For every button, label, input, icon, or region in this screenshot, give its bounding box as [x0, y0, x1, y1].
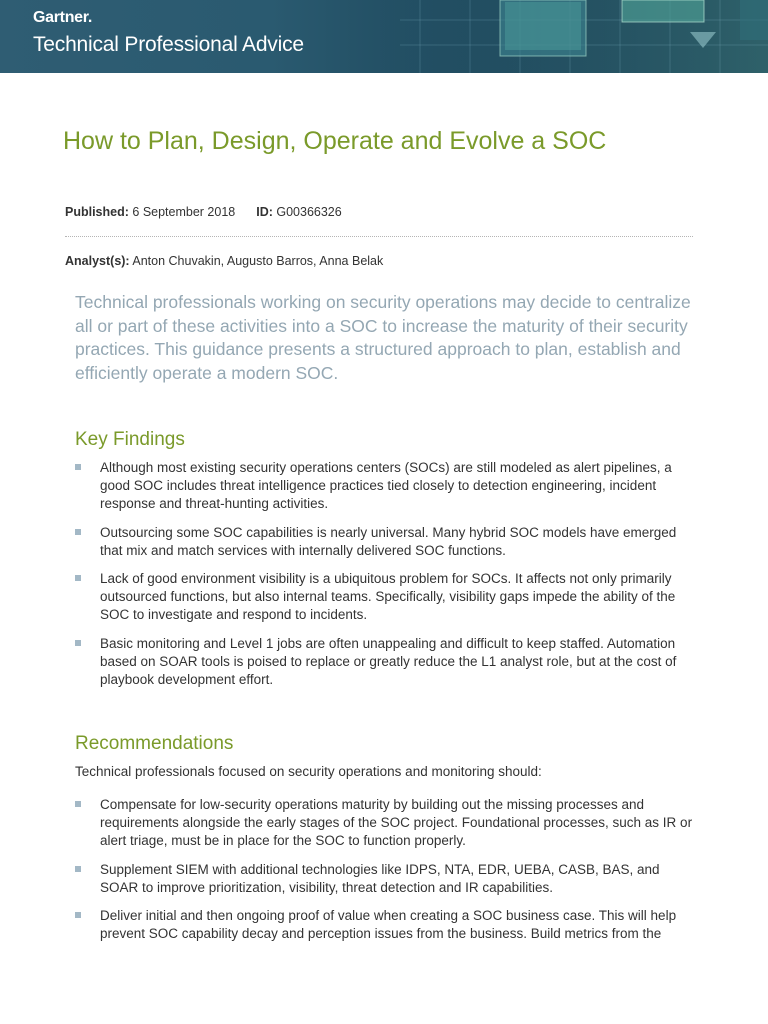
gartner-logo: Gartner.	[33, 9, 92, 26]
analysts-line	[65, 254, 383, 268]
recommendations-intro: Technical professionals focused on security operations and monitoring should:	[75, 764, 542, 779]
key-findings-list	[75, 459, 695, 689]
recommendation-text: Compensate for low-security operations maturity by building out the missing processes and requirements alongside the early stages of the SOC project. Foundational processes, such as IR or alert triage, must be in place for the SOC to function properly.	[100, 797, 693, 849]
publication-meta	[65, 205, 342, 219]
divider	[65, 236, 693, 237]
header-subtitle: Technical Professional Advice	[33, 33, 304, 56]
bullet-marker-icon	[75, 575, 81, 581]
analysts-label: Analyst(s):	[65, 254, 130, 268]
key-finding-text: Lack of good environment visibility is a ubiquitous problem for SOCs. It affects not only primarily outsourced functions, but also internal teams. Specifically, visibility gaps impede the ability of the SOC to investigate and respond to incidents.	[100, 571, 676, 623]
header-banner	[0, 0, 768, 73]
summary-paragraph: Technical professionals working on security operations may decide to centralize all or part of these activities into a SOC to increase the maturity of their security practices. This guidance presents a structured approach to plan, establish and efficiently operate a modern SOC.	[75, 292, 691, 383]
document-title: How to Plan, Design, Operate and Evolve a SOC	[63, 127, 607, 155]
published-date: 6 September 2018	[132, 205, 236, 219]
recommendation-text: Supplement SIEM with additional technologies like IDPS, NTA, EDR, UEBA, CASB, BAS, and SOAR to improve prioritization, visibility, threat detection and IR capabilities.	[100, 861, 660, 895]
document-id: G00366326	[276, 205, 342, 219]
key-finding-text: Although most existing security operations centers (SOCs) are still modeled as alert pipelines, a good SOC includes threat intelligence practices tied closely to detection engineering, incident response and threat-hunting activities.	[100, 460, 672, 512]
list-item	[75, 861, 695, 897]
bullet-marker-icon	[75, 801, 81, 807]
bullet-marker-icon	[75, 464, 81, 470]
list-item	[75, 524, 695, 560]
list-item	[75, 459, 695, 514]
list-item	[75, 907, 695, 943]
key-findings-heading: Key Findings	[75, 429, 185, 450]
bullet-marker-icon	[75, 866, 81, 872]
bullet-marker-icon	[75, 640, 81, 646]
list-item	[75, 635, 695, 690]
id-label: ID:	[256, 205, 273, 219]
list-item	[75, 570, 695, 625]
recommendation-text: Deliver initial and then ongoing proof of value when creating a SOC business case. This will help prevent SOC capability decay and perception issues from the business. Build metrics from the	[100, 908, 677, 942]
published-label: Published:	[65, 205, 129, 219]
key-finding-text: Outsourcing some SOC capabilities is nearly universal. Many hybrid SOC models have emerged that mix and match services with internally delivered SOC functions.	[100, 524, 677, 558]
recommendations-list	[75, 796, 695, 943]
bullet-marker-icon	[75, 529, 81, 535]
recommendations-heading: Recommendations	[75, 733, 234, 754]
analysts-names: Anton Chuvakin, Augusto Barros, Anna Belak	[132, 254, 384, 268]
list-item	[75, 796, 695, 851]
bullet-marker-icon	[75, 912, 81, 918]
key-finding-text: Basic monitoring and Level 1 jobs are often unappealing and difficult to keep staffed. Automation based on SOAR tools is poised to replace or greatly reduce the L1 analyst role, but at the cost of playbook development effort.	[100, 635, 677, 688]
